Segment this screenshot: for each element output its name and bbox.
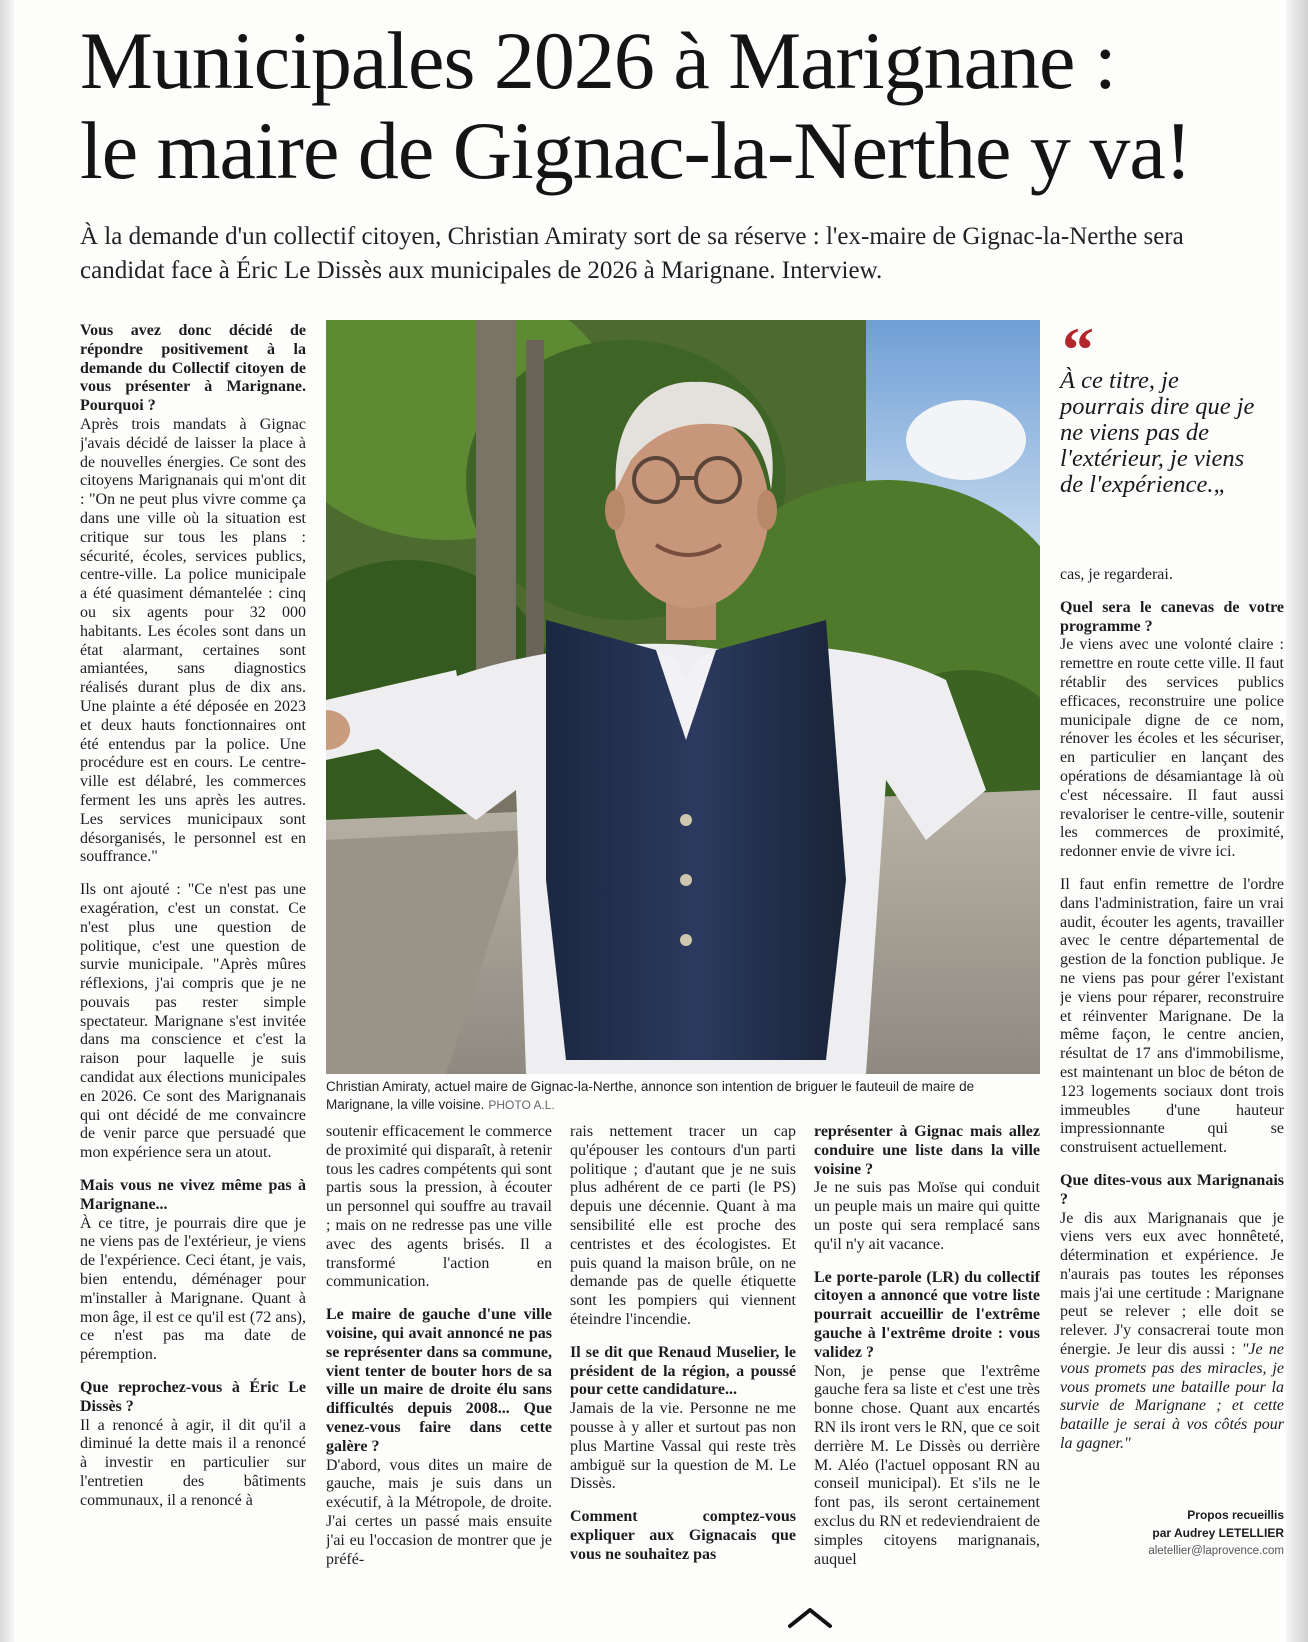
byline-intro: Propos recueillis bbox=[1187, 1508, 1284, 1522]
byline-author: par Audrey LETELLIER bbox=[1152, 1526, 1284, 1540]
answer-8: Je viens avec une volonté claire : remettre en route cette ville. Il faut rétablir des services publics efficaces, reconstruire une police municipale digne de ce nom, rénover les écoles et les sécuriser, en particulier en lançant des opérations de désamiantage là où c'est nécessaire. Il faut aussi revaloriser le centre-ville, soutenir les commerces de proximité, redonner envie de vivre ici. bbox=[1060, 636, 1284, 861]
answer-9-quote: "Je ne vous promets pas des miracles, je vous promets une bataille pour la survie de Marignane ; et cette bataille je serai à vos côtés pour la gagner." bbox=[1060, 1341, 1284, 1453]
scroll-up-button[interactable] bbox=[782, 1602, 838, 1634]
question-6: Comment comptez-vous expliquer aux Gignacais que vous ne souhaitez pas bbox=[570, 1508, 796, 1563]
standfirst: À la demande d'un collectif citoyen, Christian Amiraty sort de sa réserve : l'ex-maire de Gignac-la-Nerthe sera candidat face à Éric Le Dissès aux municipales de 2026 à Marignane. Interview. bbox=[80, 223, 1184, 284]
answer-3: Il a renoncé à agir, il dit qu'il a diminué la dette mais il a renoncé à investir en particulier sur l'entretien des bâtiments communaux, il a renoncé à bbox=[80, 1416, 306, 1509]
article-photo bbox=[326, 320, 1040, 1074]
page-edge-right bbox=[1286, 0, 1308, 1642]
question-9: Que dites-vous aux Marignanais ? bbox=[1060, 1171, 1284, 1208]
photo-credit: PHOTO A.L. bbox=[488, 1098, 555, 1112]
answer-6: Je ne suis pas Moïse qui conduit un peuple mais un maire qui quitte un poste qui sera remplacé sans qu'il n'y ait vacance. bbox=[814, 1179, 1040, 1253]
answer-4: D'abord, vous dites un maire de gauche, mais je suis dans un exécutif, à la Métropole, de droite. J'ai certes un passé mais ensuite j'ai eu l'occasion de montrer que je préfé- bbox=[326, 1456, 552, 1568]
article-column-4 bbox=[814, 1123, 1040, 1642]
byline-email[interactable]: aletellier@laprovence.com bbox=[1148, 1545, 1284, 1557]
question-4: Le maire de gauche d'une ville voisine, qui avait annoncé ne pas se représenter dans sa commune, vient tenter de bouter hors de sa ville un maire de droite élu sans difficultés depuis 2008... Que venez-vous faire dans cette galère ? bbox=[326, 1306, 552, 1455]
question-5: Il se dit que Renaud Muselier, le président de la région, a poussé pour cette candidature... bbox=[570, 1343, 796, 1399]
byline bbox=[1050, 1506, 1284, 1560]
question-7: Le porte-parole (LR) du collectif citoyen a annoncé que votre liste pourrait accueillir de l'extrême gauche à l'extrême droite : vous validez ? bbox=[814, 1268, 1040, 1361]
pull-quote: À ce titre, je pourrais dire que je ne viens pas de l'extérieur, je viens de l'expérience.„ bbox=[1060, 367, 1255, 498]
answer-1: Après trois mandats à Gignac j'avais décidé de laisser la place à de nouvelles énergies. Ce sont des citoyens Marignanais qui m'ont dit : "On ne peut plus vivre comme ça dans une ville où la situation est critique sur tous les plans : sécurité, écoles, services publics, centre-ville. La police municipale a été quasiment démantelée : cinq ou six agents pour 32 000 habitants. Les écoles sont dans un état alarmant, certaines sont amiantées, sans diagnostics réalisés durant plus de dix ans. Une plainte a été déposée en 2023 et deux hauts fonctionnaires ont été entendus par la police. Une procédure est en cours. Le centre-ville est délabré, les commerces ferment les uns après les autres. Les services municipaux sont désorganisés, le personnel est en souffrance." bbox=[80, 415, 306, 866]
answer-1-continued: Ils ont ajouté : "Ce n'est pas une exagération, c'est un constat. Ce n'est plus une question de politique, c'est une question de survie municipale. "Après mûres réflexions, j'ai compris que je ne pouvais pas rester simple spectateur. Marignane s'est invitée dans ma conscience et c'est la raison pour laquelle je suis candidat aux élections municipales en 2026. Ce sont des Marignanais qui ont décidé de me convaincre de venir parce que persuadé que mon expérience sera un atout. bbox=[80, 881, 306, 1162]
question-3: Que reprochez-vous à Éric Le Dissès ? bbox=[80, 1379, 306, 1415]
answer-9-text: Je dis aux Marignanais que je viens vers eux avec honnêteté, détermination et expérience. Je n'aurais pas toutes les réponses mais j'ai une certitude : Marignane peut se relever ; elle doit se relever. J'y consacrerai toute mon énergie. Je leur dis aussi : bbox=[1060, 1209, 1284, 1359]
question-1: Vous avez donc décidé de répondre positivement à la demande du Collectif citoyen de vous présenter à Marignane. Pourquoi ? bbox=[80, 322, 306, 415]
article-column-3 bbox=[570, 1123, 796, 1642]
question-2: Mais vous ne vivez même pas à Marignane... bbox=[80, 1177, 306, 1213]
page-edge-left bbox=[0, 0, 14, 1642]
article-column-1 bbox=[80, 322, 306, 1642]
photo-caption bbox=[326, 1078, 1040, 1114]
headline-line-2: le maire de Gignac-la-Nerthe y va! bbox=[80, 105, 1192, 196]
question-6-continued: représenter à Gignac mais allez conduire une liste dans la ville voisine ? bbox=[814, 1123, 1040, 1178]
answer-7: Non, je pense que l'extrême gauche fera sa liste et c'est une très bonne chose. Quant aux encartés RN ils iront vers le RN, que ce soit derrière M. Le Dissès ou derrière M. Aléo (l'actuel opposant RN au conseil municipal). Et s'ils ne le font pas, ils seront certainement exclus du RN et redeviendraient de simples citoyens marignanais, auquel bbox=[814, 1362, 1040, 1568]
quote-mark-icon: “ bbox=[1062, 314, 1094, 385]
answer-3-continued: soutenir efficacement le commerce de proximité qui disparaît, à retenir tous les cadres compétents qui sont partis sous la pression, à écouter un personnel qui souffre au travail ; mais on ne redresse pas une ville avec des agents brisés. Il a transformé l'action en communication. bbox=[326, 1123, 552, 1291]
question-8: Quel sera le canevas de votre programme ? bbox=[1060, 598, 1284, 635]
article-column-2 bbox=[326, 1123, 552, 1642]
answer-5: Jamais de la vie. Personne ne me pousse à y aller et surtout pas non plus Martine Vassal qui reste très ambiguë sur la question de M. Le Dissès. bbox=[570, 1400, 796, 1493]
headline bbox=[80, 16, 1280, 196]
answer-8-continued: Il faut enfin remettre de l'ordre dans l'administration, faire un vrai audit, écouter les agents, travailler avec le centre départemental de gestion de la fonction publique. Je ne viens pas pour gérer l'existant je viens pour réparer, reconstruire et réinventer Marignane. De la même façon, le centre ancien, résultat de 17 ans d'immobilisme, est maintenant un bloc de béton de 123 logements sociaux dont trois immeubles d'une hauteur impressionnante qui se construisent actuellement. bbox=[1060, 875, 1284, 1157]
answer-7-continued: cas, je regarderai. bbox=[1060, 566, 1173, 583]
caption-text: Christian Amiraty, actuel maire de Gignac-la-Nerthe, annonce son intention de briguer le fauteuil de maire de Marignane, la ville voisine. bbox=[326, 1079, 975, 1112]
headline-line-1: Municipales 2026 à Marignane : bbox=[80, 15, 1116, 106]
answer-9 bbox=[1060, 1210, 1284, 1454]
article-column-5 bbox=[1060, 566, 1284, 1506]
answer-4-continued: rais nettement tracer un cap qu'épouser les contours d'un parti politique ; d'autant que je ne suis plus adhérent de ce parti (le PS) depuis une décennie. Quant à ma sensibilité elle est proche des centristes et des écologistes. Et puis quand la maison brûle, on ne demande pas de quelle étiquette sont les pompiers qui viennent éteindre l'incendie. bbox=[570, 1123, 796, 1328]
chevron-up-icon bbox=[782, 1602, 838, 1634]
answer-2: À ce titre, je pourrais dire que je ne viens pas de l'extérieur, je viens de l'expérience. Ceci étant, je vais, bien entendu, déménager pour m'installer à Marignane. Quant à mon âge, il est ce qu'il est (72 ans), ce n'est pas ma date de péremption. bbox=[80, 1214, 306, 1364]
